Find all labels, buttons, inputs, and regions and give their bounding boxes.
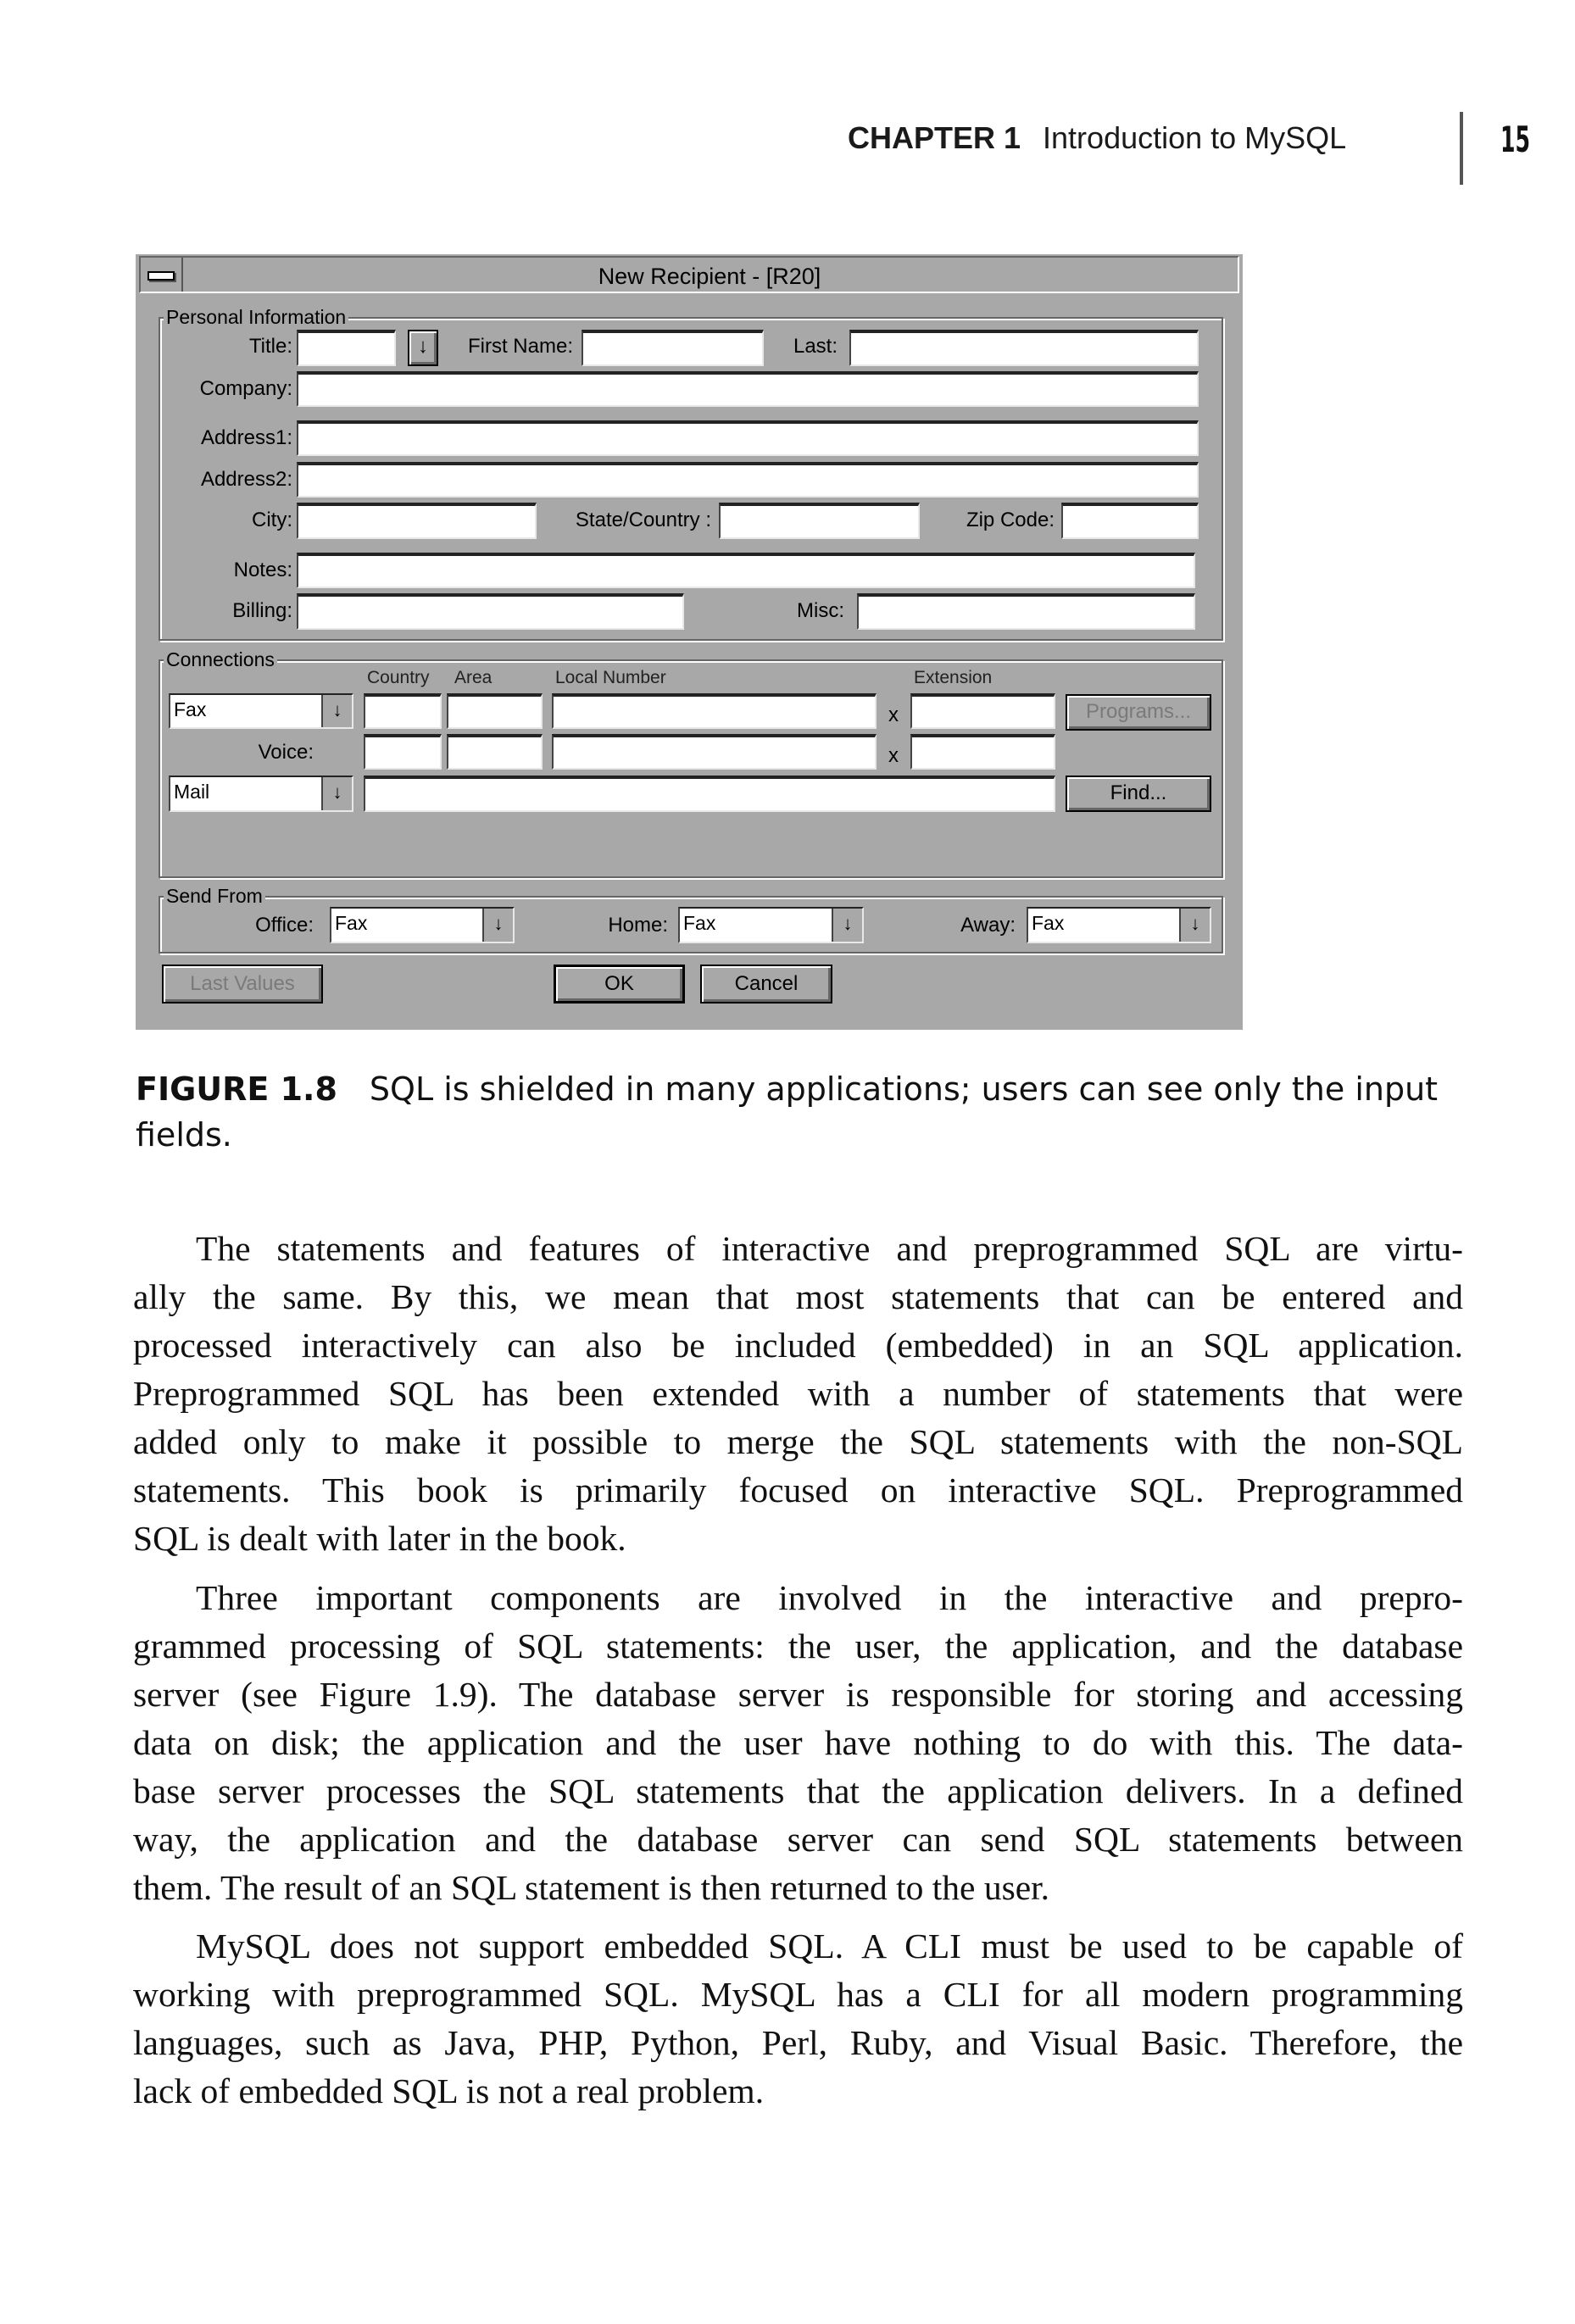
- selected-value: Mail: [174, 781, 210, 803]
- title-input[interactable]: [297, 330, 396, 366]
- selected-value: Fax: [683, 912, 716, 934]
- country-column-header: Country: [367, 668, 430, 687]
- zip-code-input[interactable]: [1061, 503, 1199, 539]
- text-line: data on disk; the application and the user have nothing to do with this. The data-: [133, 1723, 1463, 1762]
- new-recipient-dialog: [136, 254, 1243, 1030]
- voice-label: Voice:: [258, 741, 314, 764]
- dropdown-arrow-icon[interactable]: ↓: [482, 909, 513, 942]
- page-number: 15: [1500, 119, 1531, 160]
- billing-input[interactable]: [297, 593, 684, 630]
- selected-value: Fax: [335, 912, 368, 934]
- text-line: them. The result of an SQL statement is then returned to the user.: [133, 1868, 1050, 1907]
- address1-label: Address1:: [200, 426, 292, 449]
- system-menu-icon[interactable]: [141, 258, 183, 292]
- chapter-title: Introduction to MySQL: [1043, 120, 1347, 155]
- text-line: server (see Figure 1.9). The database server is responsible for storing and accessing: [133, 1675, 1463, 1714]
- fax-local-number-input[interactable]: [552, 693, 877, 729]
- title-dropdown-button[interactable]: ↓: [408, 330, 438, 366]
- header-divider: [1460, 112, 1463, 185]
- text-line: base server processes the SQL statements that the application delivers. In a defined: [133, 1771, 1463, 1810]
- text-line: Preprogrammed SQL has been extended with a number of statements that were: [133, 1374, 1463, 1413]
- first-name-input[interactable]: [582, 330, 764, 366]
- extension-separator: x: [888, 744, 899, 767]
- fax-area-input[interactable]: [447, 693, 543, 729]
- misc-label: Misc:: [797, 599, 844, 622]
- programs-button[interactable]: Programs...: [1066, 694, 1211, 731]
- text-line: languages, such as Java, PHP, Python, Perl, Ruby, and Visual Basic. Therefore, the: [133, 2023, 1463, 2062]
- local-number-column-header: Local Number: [555, 668, 666, 687]
- extension-separator: x: [888, 703, 899, 726]
- group-label: Connections: [164, 648, 277, 671]
- dropdown-arrow-icon[interactable]: ↓: [321, 695, 352, 727]
- title-bar: [139, 256, 1239, 293]
- state-country-label: State/Country :: [575, 509, 711, 531]
- text-line: added only to make it possible to merge the SQL statements with the non-SQL: [133, 1422, 1463, 1461]
- voice-local-number-input[interactable]: [552, 734, 877, 770]
- find-button[interactable]: Find...: [1066, 776, 1211, 812]
- fax-country-input[interactable]: [364, 693, 442, 729]
- fax-extension-input[interactable]: [910, 693, 1055, 729]
- text-line: grammed processing of SQL statements: the user, the application, and the database: [133, 1626, 1463, 1665]
- selected-value: Fax: [174, 698, 207, 720]
- body-paragraph-3: [133, 1922, 1463, 2116]
- address2-label: Address2:: [200, 468, 292, 491]
- connection-type-1-select[interactable]: [169, 693, 353, 729]
- notes-label: Notes:: [233, 559, 292, 581]
- address2-input[interactable]: [297, 462, 1199, 498]
- voice-area-input[interactable]: [447, 734, 543, 770]
- state-country-input[interactable]: [719, 503, 920, 539]
- office-label: Office:: [255, 914, 314, 937]
- text-line: lack of embedded SQL is not a real problem.: [133, 2071, 765, 2110]
- notes-input[interactable]: [297, 553, 1195, 588]
- dropdown-arrow-icon[interactable]: ↓: [1179, 909, 1210, 942]
- chapter-number: CHAPTER 1: [848, 120, 1021, 155]
- text-line: working with preprogrammed SQL. MySQL has a CLI for all modern programming: [133, 1975, 1463, 2014]
- city-input[interactable]: [297, 503, 537, 539]
- address1-input[interactable]: [297, 420, 1199, 456]
- connection-type-3-select[interactable]: [169, 776, 353, 812]
- home-select[interactable]: [678, 907, 864, 943]
- extension-column-header: Extension: [914, 668, 993, 687]
- dropdown-arrow-icon[interactable]: ↓: [832, 909, 862, 942]
- ok-button[interactable]: OK: [554, 965, 685, 1004]
- cancel-button[interactable]: Cancel: [700, 965, 832, 1004]
- body-paragraph-2: [133, 1574, 1463, 1912]
- area-column-header: Area: [454, 668, 493, 687]
- figure-caption: [136, 1066, 1458, 1158]
- billing-label: Billing:: [232, 599, 292, 622]
- office-select[interactable]: [330, 907, 515, 943]
- voice-extension-input[interactable]: [910, 734, 1055, 770]
- running-head: [848, 120, 1346, 156]
- city-label: City:: [252, 509, 292, 531]
- figure-label: FIGURE 1.8: [136, 1070, 337, 1108]
- figure-caption-text: SQL is shielded in many applications; users can see only the input fields.: [136, 1070, 1439, 1154]
- dropdown-arrow-icon[interactable]: ↓: [321, 777, 352, 810]
- text-line: ally the same. By this, we mean that most statements that can be entered and: [133, 1277, 1463, 1316]
- dialog-title: New Recipient - [R20]: [598, 264, 821, 289]
- text-line: statements. This book is primarily focused on interactive SQL. Preprogrammed: [133, 1471, 1463, 1509]
- body-paragraph-1: [133, 1225, 1463, 1563]
- mail-address-input[interactable]: [364, 776, 1055, 812]
- text-line: way, the application and the database server can send SQL statements between: [133, 1820, 1463, 1859]
- selected-value: Fax: [1032, 912, 1065, 934]
- text-line: Three important components are involved in the interactive and prepro-: [196, 1578, 1463, 1617]
- group-label: Send From: [164, 885, 265, 908]
- company-input[interactable]: [297, 371, 1199, 407]
- last-values-button[interactable]: Last Values: [162, 965, 323, 1004]
- first-name-label: First Name:: [467, 335, 573, 358]
- misc-input[interactable]: [857, 593, 1195, 630]
- text-line: SQL is dealt with later in the book.: [133, 1519, 626, 1558]
- company-label: Company:: [199, 377, 292, 400]
- title-label: Title:: [248, 335, 292, 358]
- voice-country-input[interactable]: [364, 734, 442, 770]
- last-name-input[interactable]: [849, 330, 1199, 366]
- away-label: Away:: [960, 914, 1016, 937]
- text-line: MySQL does not support embedded SQL. A CLI must be used to be capable of: [196, 1926, 1463, 1965]
- group-label: Personal Information: [164, 306, 348, 329]
- text-line: processed interactively can also be included (embedded) in an SQL application.: [133, 1326, 1463, 1365]
- text-line: The statements and features of interactive and preprogrammed SQL are virtu-: [196, 1229, 1463, 1268]
- last-name-label: Last:: [793, 335, 838, 358]
- away-select[interactable]: [1027, 907, 1211, 943]
- zip-code-label: Zip Code:: [966, 509, 1055, 531]
- home-label: Home:: [608, 914, 668, 937]
